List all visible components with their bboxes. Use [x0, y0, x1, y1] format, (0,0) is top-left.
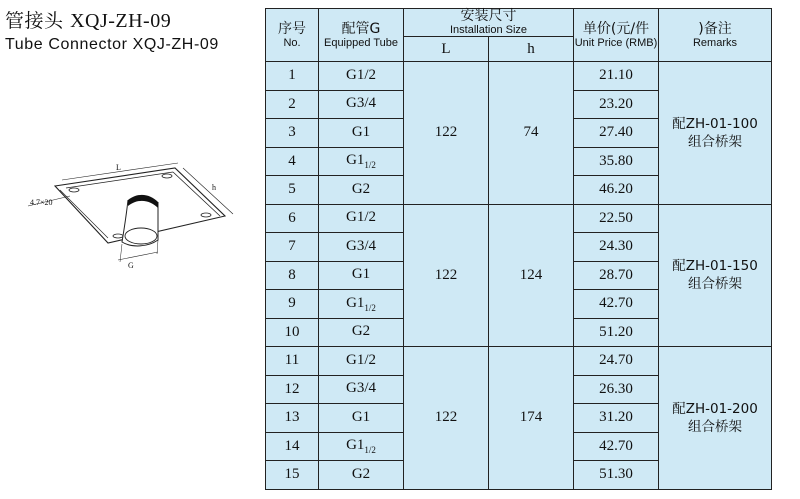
cell-pipe — [319, 176, 404, 205]
cell-h: 124 — [489, 204, 574, 347]
header-no-en: No. — [283, 36, 301, 49]
cell-remark — [659, 62, 772, 205]
remark-line-2: 组合桥架 — [688, 276, 742, 293]
cell-pipe — [319, 461, 404, 490]
title-code: XQJ-ZH-09 — [70, 10, 172, 32]
header-install-en: Installation Size — [449, 24, 528, 36]
cell-price: 35.80 — [574, 147, 659, 176]
cell-L: 122 — [404, 204, 489, 347]
cell-pipe — [319, 62, 404, 91]
remark-line-1: 配ZH-01-150 — [672, 258, 758, 275]
header-install-cn: 安装尺寸 — [460, 8, 517, 24]
cell-no: 6 — [266, 204, 319, 233]
cell-h: 74 — [489, 62, 574, 205]
mount-slot — [113, 234, 123, 238]
cell-h: 174 — [489, 347, 574, 490]
cell-pipe-text: G3/4 — [346, 95, 376, 112]
cell-pipe-sub: 1/2 — [364, 302, 376, 313]
mount-slot — [162, 174, 172, 178]
cell-price: 51.30 — [574, 461, 659, 490]
cell-price: 24.30 — [574, 233, 659, 262]
header-L: L — [404, 37, 489, 62]
cell-pipe — [319, 204, 404, 233]
table-row — [266, 204, 772, 233]
cell-price: 27.40 — [574, 119, 659, 148]
cell-pipe — [319, 318, 404, 347]
cell-no: 10 — [266, 318, 319, 347]
table-row — [266, 62, 772, 91]
cell-pipe-text: G1 — [346, 437, 365, 454]
cell-no: 13 — [266, 404, 319, 433]
cell-no: 1 — [266, 62, 319, 91]
header-no-cn: 序号 — [278, 20, 306, 37]
plate-flange-line — [60, 190, 108, 238]
cell-no: 15 — [266, 461, 319, 490]
cell-no: 5 — [266, 176, 319, 205]
header-install — [404, 9, 574, 37]
cell-price: 51.20 — [574, 318, 659, 347]
cell-price: 28.70 — [574, 261, 659, 290]
cell-L: 122 — [404, 62, 489, 205]
cell-pipe-text: G1/2 — [346, 209, 376, 226]
cell-remark — [659, 204, 772, 347]
cell-pipe — [319, 375, 404, 404]
table-row — [266, 347, 772, 376]
cell-no: 14 — [266, 432, 319, 461]
cell-pipe — [319, 119, 404, 148]
cell-pipe — [319, 404, 404, 433]
header-pipe-cn: 配管G — [341, 20, 381, 37]
cell-price: 26.30 — [574, 375, 659, 404]
header-price-cn: 单价(元/件 — [582, 20, 650, 37]
cell-price: 21.10 — [574, 62, 659, 91]
cell-pipe-text: G1 — [346, 152, 365, 169]
cell-remark — [659, 347, 772, 490]
cell-pipe — [319, 432, 404, 461]
cell-pipe-text: G3/4 — [346, 237, 376, 254]
table-body — [266, 62, 772, 490]
dim-line-h — [183, 168, 233, 214]
cell-pipe — [319, 90, 404, 119]
header-price-en: Unit Price (RMB) — [574, 36, 658, 49]
title-cn-text: 管接头 — [5, 10, 64, 32]
header-price — [574, 9, 659, 62]
cell-pipe-text: G1 — [351, 123, 371, 140]
cell-no: 9 — [266, 290, 319, 319]
dim-label-h: h — [212, 183, 216, 192]
cell-pipe-text: G2 — [351, 323, 371, 340]
cell-no: 2 — [266, 90, 319, 119]
dim-label-G: G — [128, 261, 134, 270]
header-remarks-en: Remarks — [692, 36, 737, 49]
cell-price: 31.20 — [574, 404, 659, 433]
cell-no: 11 — [266, 347, 319, 376]
cell-pipe-text: G2 — [351, 180, 371, 197]
cell-no: 4 — [266, 147, 319, 176]
cell-pipe — [319, 233, 404, 262]
cell-pipe-text: G1/2 — [346, 66, 376, 83]
cell-price: 42.70 — [574, 290, 659, 319]
header-no — [266, 9, 319, 62]
header-h: h — [489, 37, 574, 62]
plate-flange-line — [173, 172, 220, 216]
remark-line-2: 组合桥架 — [688, 133, 742, 150]
cell-price: 46.20 — [574, 176, 659, 205]
cell-pipe — [319, 147, 404, 176]
cell-L: 122 — [404, 347, 489, 490]
cell-pipe-text: G3/4 — [346, 380, 376, 397]
cell-pipe-sub: 1/2 — [364, 445, 376, 456]
cell-price: 22.50 — [574, 204, 659, 233]
cell-pipe — [319, 290, 404, 319]
cell-pipe-text: G1 — [351, 408, 371, 425]
mount-slot — [69, 188, 79, 192]
cell-price: 42.70 — [574, 432, 659, 461]
spec-table — [265, 8, 772, 490]
cell-pipe-text: G1/2 — [346, 351, 376, 368]
cell-no: 3 — [266, 119, 319, 148]
cell-no: 7 — [266, 233, 319, 262]
tube-body — [122, 200, 158, 246]
connector-diagram — [0, 150, 240, 280]
header-pipe-en: Equipped Tube — [323, 36, 398, 49]
cell-no: 8 — [266, 261, 319, 290]
dim-label-hole: 4.7×20 — [30, 198, 53, 207]
cell-pipe — [319, 261, 404, 290]
mount-slot — [201, 213, 211, 217]
remark-line-1: 配ZH-01-100 — [672, 115, 758, 132]
dim-label-L: L — [116, 163, 121, 172]
cell-pipe — [319, 347, 404, 376]
cell-pipe-text: G2 — [351, 465, 371, 482]
plate-flange-line — [66, 172, 173, 188]
page-subtitle: Tube Connector XQJ-ZH-09 — [5, 36, 219, 53]
cell-price: 23.20 — [574, 90, 659, 119]
cell-price: 24.70 — [574, 347, 659, 376]
remark-line-2: 组合桥架 — [688, 418, 742, 435]
cell-no: 12 — [266, 375, 319, 404]
cell-pipe-text: G1 — [346, 294, 365, 311]
header-pipe — [319, 9, 404, 62]
dim-line-G — [118, 252, 158, 260]
cell-pipe-text: G1 — [351, 266, 371, 283]
header-remarks-cn: )备注 — [698, 20, 732, 37]
header-remarks — [659, 9, 772, 62]
cell-pipe-sub: 1/2 — [364, 160, 376, 171]
remark-line-1: 配ZH-01-200 — [672, 400, 758, 417]
page-title — [5, 6, 171, 33]
